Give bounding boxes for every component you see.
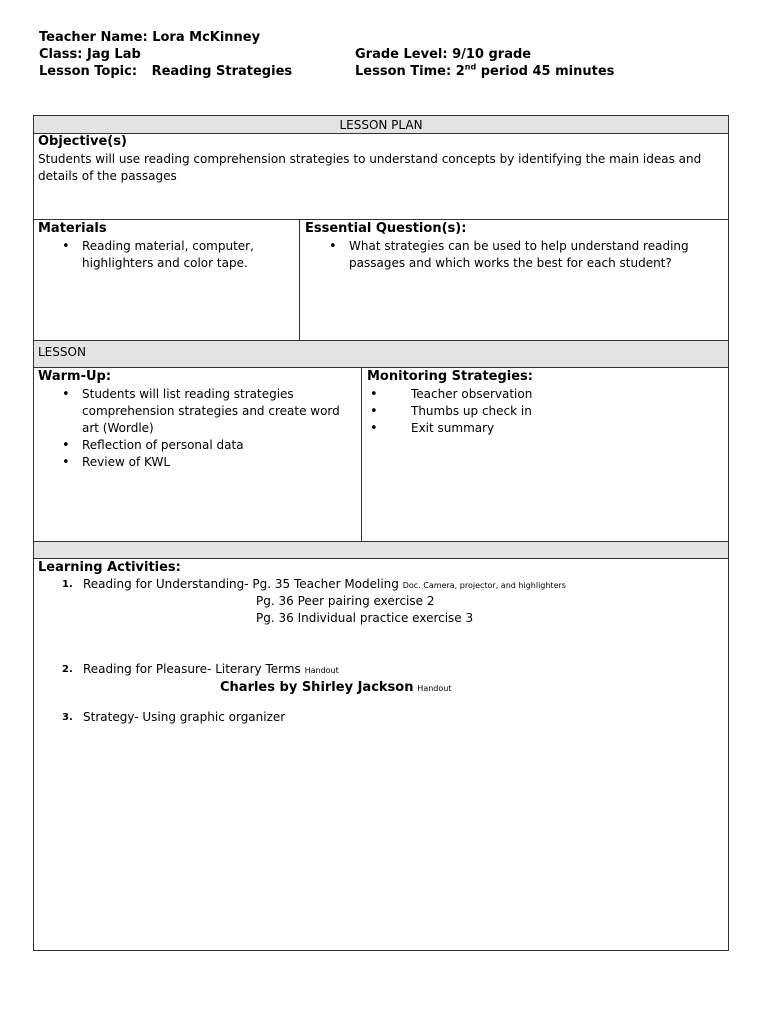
monitoring-label: Monitoring Strategies: [367,369,533,384]
warmup-list [38,386,353,471]
activity-number: 2. [62,664,73,675]
lesson-band [34,341,728,368]
objective-label: Objective(s) [38,134,127,149]
activity-2-note: Handout [304,666,339,675]
empty-band [34,542,728,559]
grade-level-value: 9/10 grade [452,47,532,62]
lesson-topic-line [39,63,292,80]
warmup-item: • Review of KWL [38,454,353,471]
warmup-item: • Students will list reading strategies comprehension strategies and create word art (Wordle) [38,386,353,437]
activity-2-book-note: Handout [417,684,452,693]
activity-2-text [83,661,339,679]
monitoring-item: • Thumbs up check in [367,403,717,420]
lesson-header-right [355,46,614,80]
divider-materials-eq [299,220,300,340]
activity-2-main: Reading for Pleasure- Literary Terms [83,662,301,676]
monitoring-item: • Teacher observation [367,386,717,403]
warmup-item: • Reflection of personal data [38,437,353,454]
lesson-time-sup: nd [464,62,477,72]
activity-2-line2 [220,679,451,697]
learning-activities-label: Learning Activities: [38,560,181,575]
teacher-name-label: Teacher Name: [39,30,148,45]
divider-warmup-monitor [361,368,362,541]
lesson-header-left [39,29,292,80]
grade-level-line [355,46,614,63]
materials-label: Materials [38,221,107,236]
class-label: Class: [39,47,83,62]
lesson-time-rest: period 45 minutes [480,64,615,79]
essential-question-list [305,238,705,272]
lesson-time-num: 2 [455,64,465,79]
lesson-title: LESSON [38,345,86,359]
monitoring-list [367,386,717,437]
lesson-plan-band [34,116,728,134]
activity-1-main: Reading for Understanding- Pg. 35 Teacher Modeling [83,577,399,591]
lesson-plan-title: LESSON PLAN [339,118,423,132]
essential-question-item: • What strategies can be used to help understand reading passages and which works the best for each student? [305,238,705,272]
lesson-time-label: Lesson Time: [355,64,452,79]
class-line [39,46,292,63]
activity-2-book-title: Charles by Shirley Jackson [220,680,414,695]
teacher-name-line [39,29,292,46]
activity-number: 1. [62,579,73,590]
activity-1-note: Doc. Camera, projector, and highlighters [402,581,566,590]
teacher-name-value: Lora McKinney [152,30,261,45]
monitoring-item: • Exit summary [367,420,717,437]
lesson-time-line [355,63,614,80]
lesson-topic-value: Reading Strategies [151,64,293,79]
materials-item: • Reading material, computer, highlighters and color tape. [38,238,293,272]
class-value: Jag Lab [86,47,141,62]
materials-list [38,238,293,272]
activity-number: 3. [62,712,73,723]
divider-objective [34,219,728,220]
activity-1-line2: Pg. 36 Peer pairing exercise 2 [256,594,435,608]
grade-level-label: Grade Level: [355,47,448,62]
lesson-plan-table [33,115,729,951]
activity-3-text: Strategy- Using graphic organizer [83,710,286,724]
warmup-label: Warm-Up: [38,369,112,384]
essential-question-label: Essential Question(s): [305,221,467,236]
objective-text: Students will use reading comprehension strategies to understand concepts by identifying the main ideas and details of the passages [38,152,702,183]
lesson-topic-label: Lesson Topic: [39,64,138,79]
activity-1-text [83,576,566,594]
activity-1-line3: Pg. 36 Individual practice exercise 3 [256,611,474,625]
